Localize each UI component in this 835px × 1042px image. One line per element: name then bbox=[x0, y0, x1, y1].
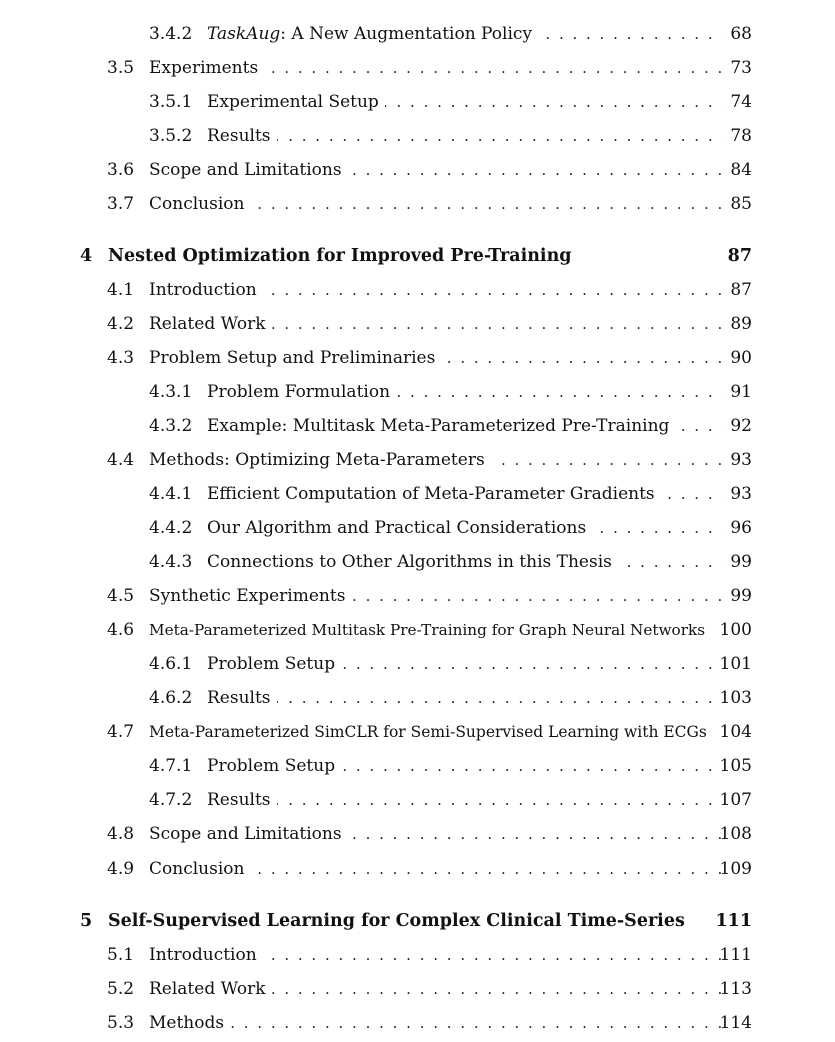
toc-section-entry[interactable] bbox=[0, 1009, 835, 1037]
page-number: 87 bbox=[730, 280, 752, 300]
toc-section-entry[interactable] bbox=[0, 684, 835, 712]
section-title: Problem Setup bbox=[207, 752, 341, 780]
page-number: 84 bbox=[730, 160, 752, 180]
section-number: 4.3 bbox=[107, 348, 135, 368]
page-number: 113 bbox=[719, 979, 752, 999]
toc-section-entry[interactable] bbox=[0, 310, 835, 338]
page-number: 99 bbox=[730, 552, 752, 572]
section-number: 4 bbox=[80, 246, 93, 266]
section-number: 5 bbox=[80, 911, 93, 931]
toc-section-entry[interactable] bbox=[0, 88, 835, 116]
page-number: 107 bbox=[719, 790, 752, 810]
section-number: 4.1 bbox=[107, 280, 135, 300]
dot-leader bbox=[149, 1009, 723, 1037]
section-number: 4.4.2 bbox=[149, 518, 193, 538]
section-title: Related Work bbox=[149, 310, 272, 338]
page-number: 111 bbox=[719, 945, 752, 965]
section-title: Problem Formulation bbox=[207, 378, 396, 406]
section-title-italic: TaskAug bbox=[207, 24, 281, 44]
page-number: 114 bbox=[719, 1013, 752, 1033]
page-number: 99 bbox=[730, 586, 752, 606]
dot-leader bbox=[207, 122, 723, 150]
section-title: Meta-Parameterized Multitask Pre-Training for Graph Neural Networks bbox=[149, 616, 711, 644]
page-number: 73 bbox=[730, 58, 752, 78]
section-title-rest: : A New Augmentation Policy bbox=[280, 24, 533, 44]
section-number: 4.4 bbox=[107, 450, 135, 470]
section-title: Synthetic Experiments bbox=[149, 582, 351, 610]
section-number: 3.7 bbox=[107, 194, 135, 214]
page-number: 85 bbox=[730, 194, 752, 214]
section-title: Efficient Computation of Meta-Parameter Gradients bbox=[207, 480, 661, 508]
toc-section-entry[interactable] bbox=[0, 412, 835, 440]
section-title: Experiments bbox=[149, 54, 264, 82]
page-number: 89 bbox=[730, 314, 752, 334]
section-title: Our Algorithm and Practical Considerations bbox=[207, 514, 592, 542]
section-number: 4.3.1 bbox=[149, 382, 193, 402]
page-number: 101 bbox=[719, 654, 752, 674]
toc-section-entry[interactable] bbox=[0, 190, 835, 218]
page-number: 109 bbox=[719, 859, 752, 879]
toc-section-entry[interactable] bbox=[0, 855, 835, 883]
toc-section-entry[interactable] bbox=[0, 446, 835, 474]
page-number: 92 bbox=[730, 416, 752, 436]
toc-section-entry[interactable] bbox=[0, 616, 835, 644]
section-title: Problem Setup and Preliminaries bbox=[149, 344, 441, 372]
section-title: Connections to Other Algorithms in this Thesis bbox=[207, 548, 618, 576]
toc-chapter-entry[interactable] bbox=[0, 242, 835, 270]
page-number: 68 bbox=[730, 24, 752, 44]
toc-section-entry[interactable] bbox=[0, 941, 835, 969]
section-title: Nested Optimization for Improved Pre-Training bbox=[108, 246, 572, 266]
section-title: Conclusion bbox=[149, 190, 250, 218]
page-number: 103 bbox=[719, 688, 752, 708]
page-number: 108 bbox=[719, 824, 752, 844]
section-number: 5.1 bbox=[107, 945, 135, 965]
section-number: 3.5.1 bbox=[149, 92, 193, 112]
toc-section-entry[interactable] bbox=[0, 514, 835, 542]
section-number: 5.3 bbox=[107, 1013, 135, 1033]
page-number: 104 bbox=[719, 722, 752, 742]
page-number: 100 bbox=[719, 620, 752, 640]
toc-section-entry[interactable] bbox=[0, 820, 835, 848]
section-title: Problem Setup bbox=[207, 650, 341, 678]
toc-section-entry[interactable] bbox=[0, 548, 835, 576]
section-title: Results bbox=[207, 122, 277, 150]
toc-section-entry[interactable] bbox=[0, 156, 835, 184]
dot-leader bbox=[207, 786, 723, 814]
dot-leader bbox=[207, 684, 723, 712]
section-title: Conclusion bbox=[149, 855, 250, 883]
toc-section-entry[interactable] bbox=[0, 122, 835, 150]
toc-section-entry[interactable] bbox=[0, 582, 835, 610]
section-title: Scope and Limitations bbox=[149, 820, 348, 848]
toc-section-entry[interactable] bbox=[0, 344, 835, 372]
page-number: 105 bbox=[719, 756, 752, 776]
page-number: 91 bbox=[730, 382, 752, 402]
page-number: 96 bbox=[730, 518, 752, 538]
toc-section-entry[interactable] bbox=[0, 276, 835, 304]
section-title: Results bbox=[207, 684, 277, 712]
section-number: 3.4.2 bbox=[149, 24, 193, 44]
toc-section-entry[interactable] bbox=[0, 975, 835, 1003]
section-number: 4.7.1 bbox=[149, 756, 193, 776]
toc-section-entry[interactable] bbox=[0, 752, 835, 780]
section-title: Scope and Limitations bbox=[149, 156, 348, 184]
section-title: Methods: Optimizing Meta-Parameters bbox=[149, 446, 491, 474]
toc-section-entry[interactable] bbox=[0, 650, 835, 678]
toc-section-entry[interactable] bbox=[0, 480, 835, 508]
section-number: 4.4.3 bbox=[149, 552, 193, 572]
toc-section-entry[interactable] bbox=[0, 786, 835, 814]
toc-section-entry[interactable] bbox=[0, 378, 835, 406]
section-number: 5.2 bbox=[107, 979, 135, 999]
section-title: Example: Multitask Meta-Parameterized Pre-Training bbox=[207, 412, 675, 440]
section-title: Results bbox=[207, 786, 277, 814]
section-number: 3.5.2 bbox=[149, 126, 193, 146]
page-number: 90 bbox=[730, 348, 752, 368]
page-number: 93 bbox=[730, 450, 752, 470]
section-number: 4.9 bbox=[107, 859, 135, 879]
section-number: 4.6.2 bbox=[149, 688, 193, 708]
toc-chapter-entry[interactable] bbox=[0, 907, 835, 935]
section-number: 4.6.1 bbox=[149, 654, 193, 674]
section-title: Self-Supervised Learning for Complex Clinical Time-Series bbox=[108, 911, 685, 931]
section-title bbox=[207, 20, 538, 48]
toc-section-entry[interactable] bbox=[0, 54, 835, 82]
section-number: 4.2 bbox=[107, 314, 135, 334]
section-number: 4.8 bbox=[107, 824, 135, 844]
section-number: 4.7.2 bbox=[149, 790, 193, 810]
page-number: 74 bbox=[730, 92, 752, 112]
section-number: 4.3.2 bbox=[149, 416, 193, 436]
page-number: 93 bbox=[730, 484, 752, 504]
toc-section-entry[interactable] bbox=[0, 20, 835, 48]
section-number: 4.6 bbox=[107, 620, 135, 640]
section-title: Related Work bbox=[149, 975, 272, 1003]
section-number: 4.5 bbox=[107, 586, 135, 606]
page-number: 87 bbox=[727, 246, 752, 266]
page-number: 111 bbox=[715, 911, 752, 931]
toc-section-entry[interactable] bbox=[0, 718, 835, 746]
section-title: Meta-Parameterized SimCLR for Semi-Supervised Learning with ECGs bbox=[149, 718, 713, 746]
section-title: Methods bbox=[149, 1009, 230, 1037]
section-title: Introduction bbox=[149, 276, 263, 304]
section-number: 4.7 bbox=[107, 722, 135, 742]
section-number: 3.6 bbox=[107, 160, 135, 180]
section-title: Experimental Setup bbox=[207, 88, 385, 116]
page-number: 78 bbox=[730, 126, 752, 146]
section-number: 3.5 bbox=[107, 58, 135, 78]
section-title: Introduction bbox=[149, 941, 263, 969]
section-number: 4.4.1 bbox=[149, 484, 193, 504]
